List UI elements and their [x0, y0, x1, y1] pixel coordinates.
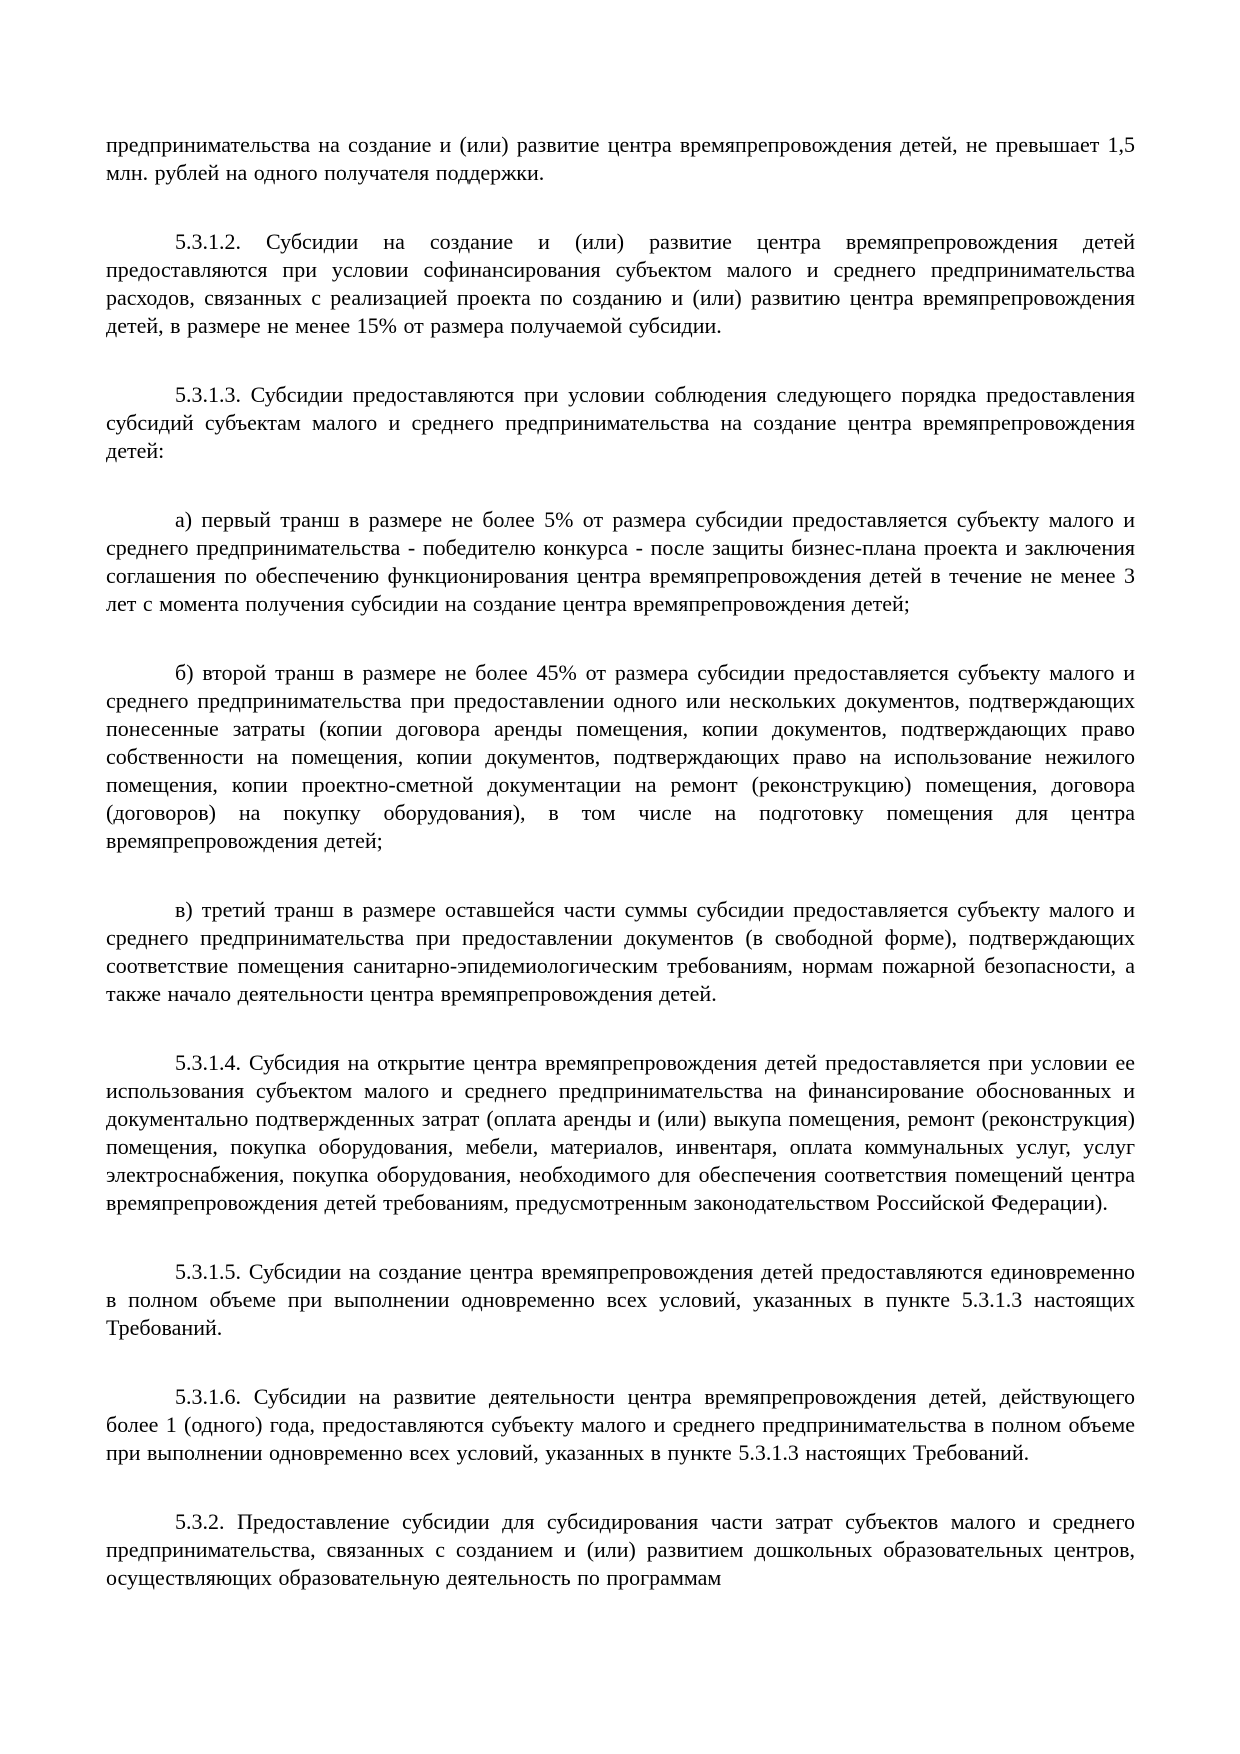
paragraph-5-3-1-3: 5.3.1.3. Субсидии предоставляются при условии соблюдения следующего порядка предоставления субсидий субъектам малого и среднего предпринимательства на создание центра времяпрепровождения детей:	[106, 382, 1135, 463]
paragraph-continuation: предпринимательства на создание и (или) развитие центра времяпрепровождения детей, не превышает 1,5 млн. рублей на одного получателя поддержки.	[106, 132, 1135, 185]
paragraph-5-3-1-6: 5.3.1.6. Субсидии на развитие деятельности центра времяпрепровождения детей, действующего более 1 (одного) года, предоставляются субъекту малого и среднего предпринимательства в полном объеме при выполнении одновременно всех условий, указанных в пункте 5.3.1.3 настоящих Требований.	[106, 1384, 1135, 1465]
paragraph-5-3-1-2: 5.3.1.2. Субсидии на создание и (или) развитие центра времяпрепровождения детей предоставляются при условии софинансирования субъектом малого и среднего предпринимательства расходов, связанных с реализацией проекта по созданию и (или) развитию центра времяпрепровождения детей, в размере не менее 15% от размера получаемой субсидии.	[106, 229, 1135, 338]
paragraph-5-3-1-5: 5.3.1.5. Субсидии на создание центра времяпрепровождения детей предоставляются единовременно в полном объеме при выполнении одновременно всех условий, указанных в пункте 5.3.1.3 настоящих Требований.	[106, 1259, 1135, 1340]
clause-a: а) первый транш в размере не более 5% от размера субсидии предоставляется субъекту малого и среднего предпринимательства - победителю конкурса - после защиты бизнес-плана проекта и заключения соглашения по обеспечению функционирования центра времяпрепровождения детей в течение не менее 3 лет с момента получения субсидии на создание центра времяпрепровождения детей;	[106, 507, 1135, 616]
document-body	[106, 131, 1135, 1592]
paragraph-5-3-2: 5.3.2. Предоставление субсидии для субсидирования части затрат субъектов малого и среднего предпринимательства, связанных с созданием и (или) развитием дошкольных образовательных центров, осуществляющих образовательную деятельность по программам	[106, 1509, 1135, 1590]
paragraph-5-3-1-4: 5.3.1.4. Субсидия на открытие центра времяпрепровождения детей предоставляется при условии ее использования субъектом малого и среднего предпринимательства на финансирование обоснованных и документально подтвержденных затрат (оплата аренды и (или) выкупа помещения, ремонт (реконструкция) помещения, покупка оборудования, мебели, материалов, инвентаря, оплата коммунальных услуг, услуг электроснабжения, покупка оборудования, необходимого для обеспечения соответствия помещений центра времяпрепровождения детей требованиям, предусмотренным законодательством Российской Федерации).	[106, 1050, 1135, 1215]
clause-b: б) второй транш в размере не более 45% от размера субсидии предоставляется субъекту малого и среднего предпринимательства при предоставлении одного или нескольких документов, подтверждающих понесенные затраты (копии договора аренды помещения, копии документов, подтверждающих право собственности на помещения, копии документов, подтверждающих право на использование нежилого помещения, копии проектно-сметной документации на ремонт (реконструкцию) помещения, договора (договоров) на покупку оборудования), в том числе на подготовку помещения для центра времяпрепровождения детей;	[106, 660, 1135, 853]
clause-v: в) третий транш в размере оставшейся части суммы субсидии предоставляется субъекту малого и среднего предпринимательства при предоставлении документов (в свободной форме), подтверждающих соответствие помещения санитарно-эпидемиологическим требованиям, нормам пожарной безопасности, а также начало деятельности центра времяпрепровождения детей.	[106, 897, 1135, 1006]
